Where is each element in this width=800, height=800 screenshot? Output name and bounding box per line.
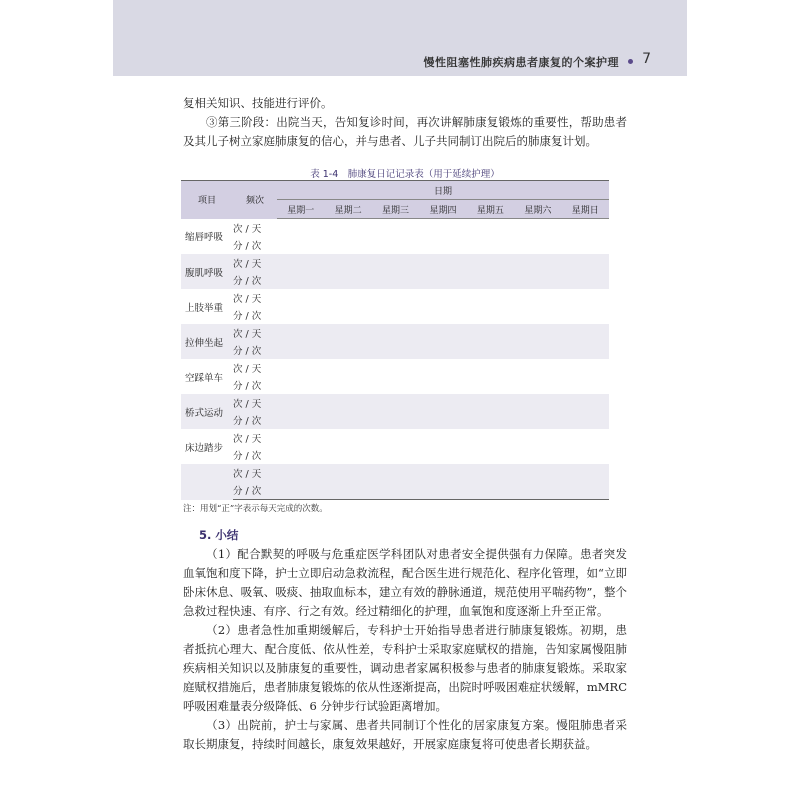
table-row xyxy=(181,272,609,290)
table-row xyxy=(181,377,609,395)
table-row xyxy=(181,464,609,482)
summary-paragraph-3: （3）出院前，护士与家属、患者共同制订个性化的居家康复方案。慢阻肺患者采取长期康复，持续时间越长，康复效果越好，开展家庭康复将可使患者长期获益。 xyxy=(183,718,627,751)
summary-paragraph-2: （2）患者急性加重期缓解后，专科护士开始指导患者进行肺康复锻炼。初期，患者抵抗心理大、配合度低、依从性差，专科护士采取家庭赋权的措施，告知家属慢阻肺疾病相关知识以及肺康复的重要性，调动患者家属积极参与患者的肺康复锻炼。采取家庭赋权措施后，患者肺康复锻炼的依从性逐渐提高，出院时呼吸困难症状缓解，mMRC 呼吸困难量表分级降低、6 分钟步行试验距离增加。 xyxy=(183,623,627,713)
row-freq: 分 / 次 xyxy=(233,311,262,323)
row-item: 桥式运动 xyxy=(181,394,233,429)
col-date-header: 日期 xyxy=(277,181,609,200)
table-row xyxy=(181,254,609,272)
table-row xyxy=(181,447,609,465)
day-header: 星期一 xyxy=(277,200,324,219)
table-row xyxy=(181,412,609,430)
row-freq: 分 / 次 xyxy=(233,482,277,500)
table-row xyxy=(181,342,609,360)
table-caption: 表 1-4 肺康复日记记录表（用于延续护理） xyxy=(310,169,500,180)
row-freq: 分 / 次 xyxy=(233,451,262,463)
table-note: 注：用划“正”字表示每天完成的次数。 xyxy=(183,504,328,514)
row-item: 缩唇呼吸 xyxy=(185,232,224,244)
running-title: 慢性阻塞性肺疾病患者康复的个案护理 xyxy=(423,56,619,69)
rehab-log-table xyxy=(181,180,609,500)
table-row xyxy=(181,359,609,377)
row-item: 空踩单车 xyxy=(185,372,224,384)
day-header: 星期日 xyxy=(562,200,609,219)
table-row xyxy=(181,237,609,255)
summary-paragraph-1: （1）配合默契的呼吸与危重症医学科团队对患者安全提供强有力保障。患者突发血氧饱和度下降，护士立即启动急救流程，配合医生进行规范化、程序化管理，如“立即卧床休息、吸氧、吸痰、抽取血标本，建立有效的静脉通道，规范使用平喘药物”，整个急救过程快速、有序、行之有效。经过精细化的护理，血氧饱和度逐渐上升至正常。 xyxy=(183,547,627,618)
row-freq: 分 / 次 xyxy=(233,412,277,430)
table-row xyxy=(181,324,609,342)
table-row xyxy=(181,307,609,325)
row-item: 腹肌呼吸 xyxy=(181,254,233,289)
row-freq: 次 / 天 xyxy=(233,293,262,305)
table-row xyxy=(181,289,609,307)
row-item: 床边踏步 xyxy=(185,442,224,454)
bullet-icon xyxy=(628,59,633,64)
col-item-header: 项目 xyxy=(181,181,233,219)
day-header: 星期四 xyxy=(419,200,466,219)
row-freq: 次 / 天 xyxy=(233,464,277,482)
row-freq: 次 / 天 xyxy=(233,363,262,375)
table-row xyxy=(181,482,609,500)
row-freq: 分 / 次 xyxy=(233,381,262,393)
row-freq: 次 / 天 xyxy=(233,254,277,272)
page-number: 7 xyxy=(642,51,651,67)
page-header xyxy=(113,0,687,76)
day-header: 星期五 xyxy=(467,200,514,219)
col-freq-header: 频次 xyxy=(233,181,277,219)
row-freq: 分 / 次 xyxy=(233,272,277,290)
day-header: 星期三 xyxy=(372,200,419,219)
section-heading: 5. 小结 xyxy=(199,528,239,542)
intro-paragraph: ③第三阶段：出院当天，告知复诊时间，再次讲解肺康复锻炼的重要性，帮助患者及其儿子树立家庭肺康复的信心，并与患者、儿子共同制订出院后的肺康复计划。 xyxy=(183,115,627,148)
row-freq: 次 / 天 xyxy=(233,324,277,342)
day-header: 星期六 xyxy=(514,200,561,219)
intro-line: 复相关知识、技能进行评价。 xyxy=(183,96,333,110)
table-row xyxy=(181,429,609,447)
table-row xyxy=(181,394,609,412)
row-freq: 分 / 次 xyxy=(233,342,277,360)
row-freq: 次 / 天 xyxy=(233,433,262,445)
book-page xyxy=(113,0,687,800)
row-freq: 分 / 次 xyxy=(233,241,262,253)
row-freq: 次 / 天 xyxy=(233,394,277,412)
table-row xyxy=(181,219,609,237)
row-freq: 次 / 天 xyxy=(233,223,262,235)
row-item: 拉伸坐起 xyxy=(181,324,233,359)
row-item xyxy=(181,464,233,500)
row-item: 上肢举重 xyxy=(185,302,224,314)
day-header: 星期二 xyxy=(324,200,371,219)
